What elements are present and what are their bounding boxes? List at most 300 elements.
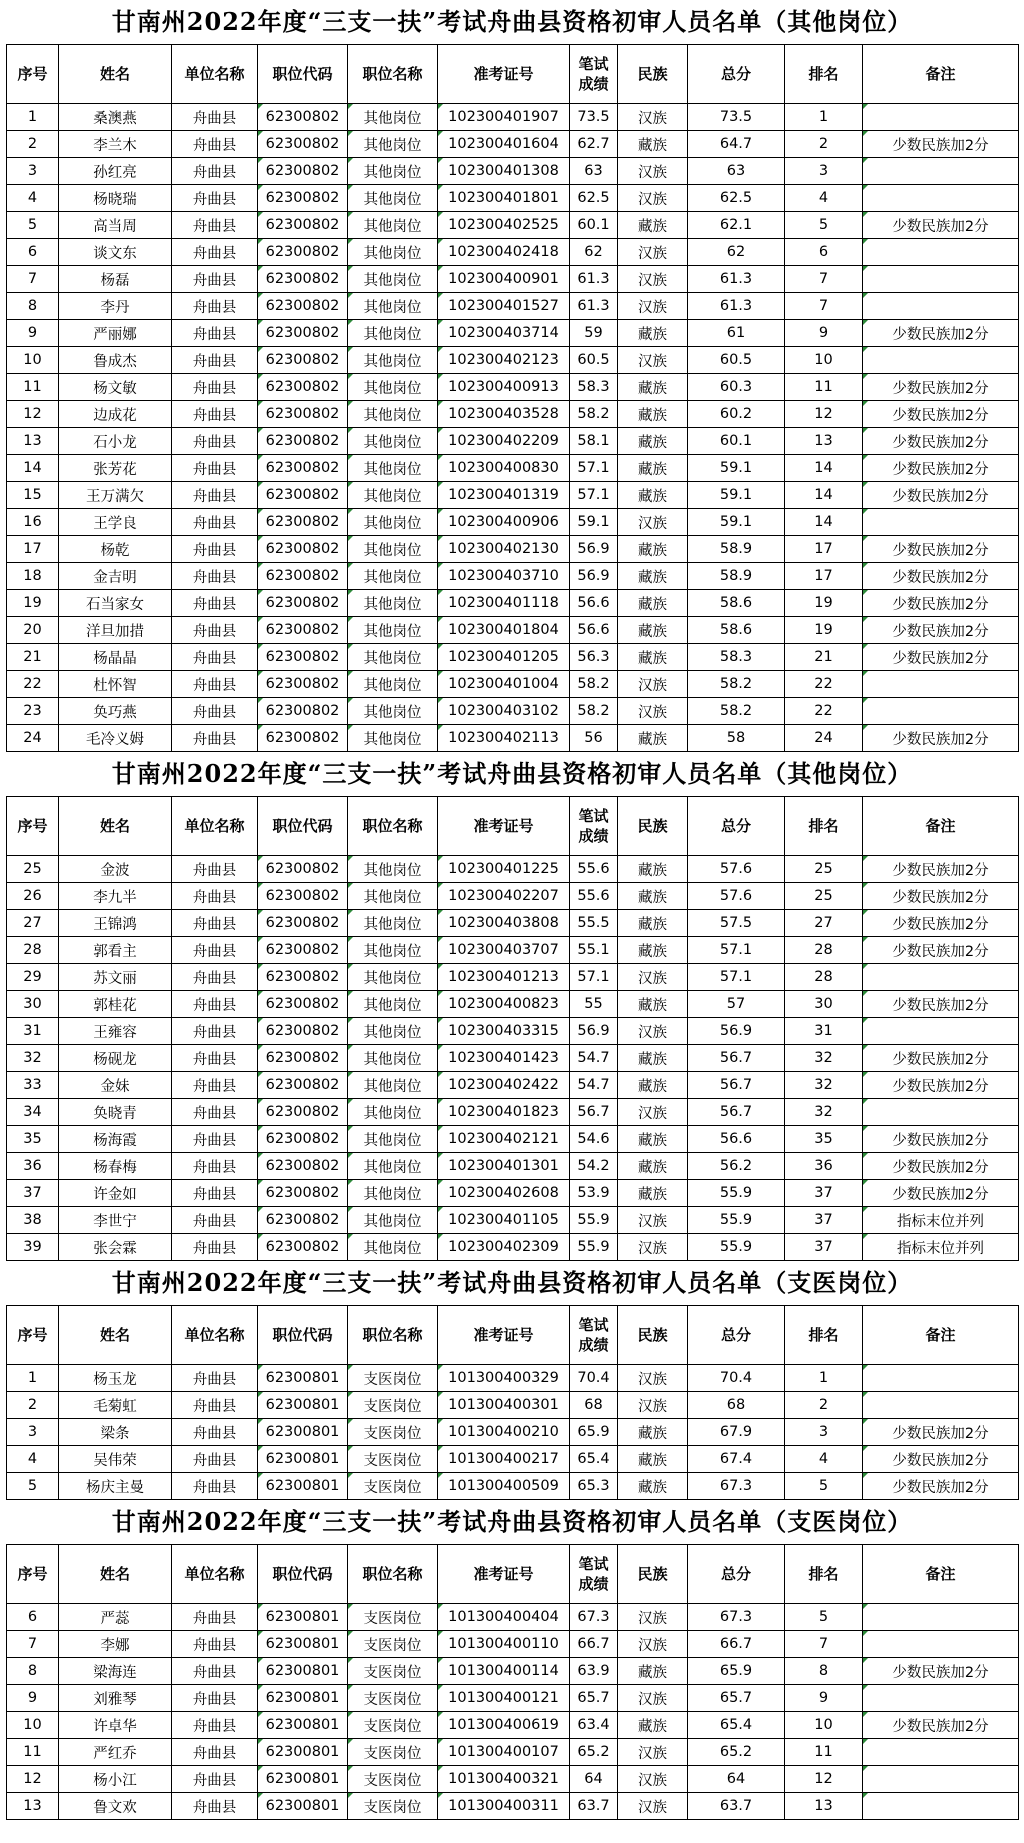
table-row <box>7 937 1019 964</box>
cell-ethnicity: 汉族 <box>618 671 688 698</box>
cell-total-score: 58 <box>688 725 785 752</box>
cell-rank: 28 <box>785 937 863 964</box>
cell-ethnicity: 藏族 <box>618 590 688 617</box>
cell-ticket-no: 102300401301 <box>438 1153 570 1180</box>
column-header-ticket-no: 准考证号 <box>438 1545 570 1604</box>
cell-post-code: 62300801 <box>258 1793 348 1820</box>
cell-post-code: 62300802 <box>258 964 348 991</box>
cell-total-score: 55.9 <box>688 1180 785 1207</box>
cell-total-score: 62 <box>688 239 785 266</box>
cell-unit: 舟曲县 <box>172 1207 258 1234</box>
cell-remark <box>863 185 1019 212</box>
table-row <box>7 1473 1019 1500</box>
cell-remark <box>863 1365 1019 1392</box>
cell-name: 杨磊 <box>59 266 172 293</box>
cell-remark <box>863 964 1019 991</box>
column-header-rank: 排名 <box>785 1545 863 1604</box>
table-row <box>7 1766 1019 1793</box>
cell-post-name: 其他岗位 <box>348 482 438 509</box>
cell-remark: 少数民族加2分 <box>863 131 1019 158</box>
cell-post-name: 其他岗位 <box>348 428 438 455</box>
cell-written-score: 65.7 <box>570 1685 618 1712</box>
cell-rank: 19 <box>785 590 863 617</box>
cell-name: 孙红亮 <box>59 158 172 185</box>
cell-remark: 少数民族加2分 <box>863 482 1019 509</box>
cell-rank: 3 <box>785 1419 863 1446</box>
cell-name: 鲁文欢 <box>59 1793 172 1820</box>
cell-ticket-no: 102300401527 <box>438 293 570 320</box>
table-row <box>7 131 1019 158</box>
cell-name: 杨玉龙 <box>59 1365 172 1392</box>
column-header-seq: 序号 <box>7 45 59 104</box>
cell-remark: 少数民族加2分 <box>863 320 1019 347</box>
cell-rank: 37 <box>785 1180 863 1207</box>
cell-unit: 舟曲县 <box>172 1631 258 1658</box>
table-row <box>7 1392 1019 1419</box>
cell-written-score: 59 <box>570 320 618 347</box>
cell-ethnicity: 汉族 <box>618 1631 688 1658</box>
cell-name: 奂巧燕 <box>59 698 172 725</box>
cell-remark: 少数民族加2分 <box>863 1126 1019 1153</box>
cell-name: 毛冷义姆 <box>59 725 172 752</box>
cell-post-name: 其他岗位 <box>348 671 438 698</box>
cell-written-score: 63.4 <box>570 1712 618 1739</box>
cell-total-score: 58.3 <box>688 644 785 671</box>
cell-written-score: 54.7 <box>570 1045 618 1072</box>
cell-rank: 10 <box>785 347 863 374</box>
cell-name: 杨乾 <box>59 536 172 563</box>
column-header-post-code: 职位代码 <box>258 1545 348 1604</box>
cell-post-name: 其他岗位 <box>348 1180 438 1207</box>
cell-ethnicity: 汉族 <box>618 104 688 131</box>
cell-remark: 少数民族加2分 <box>863 910 1019 937</box>
cell-seq: 21 <box>7 644 59 671</box>
cell-total-score: 56.7 <box>688 1045 785 1072</box>
cell-ethnicity: 藏族 <box>618 212 688 239</box>
cell-written-score: 58.2 <box>570 671 618 698</box>
cell-post-name: 支医岗位 <box>348 1739 438 1766</box>
table-row <box>7 185 1019 212</box>
table-row <box>7 509 1019 536</box>
cell-name: 奂晓青 <box>59 1099 172 1126</box>
column-header-total-score: 总分 <box>688 797 785 856</box>
cell-ticket-no: 102300403528 <box>438 401 570 428</box>
cell-ethnicity: 汉族 <box>618 1099 688 1126</box>
cell-total-score: 64 <box>688 1766 785 1793</box>
column-header-unit: 单位名称 <box>172 1545 258 1604</box>
cell-post-code: 62300802 <box>258 1234 348 1261</box>
cell-remark: 指标末位并列 <box>863 1207 1019 1234</box>
cell-ticket-no: 102300401423 <box>438 1045 570 1072</box>
table-row <box>7 1604 1019 1631</box>
cell-post-code: 62300801 <box>258 1739 348 1766</box>
column-header-post-name: 职位名称 <box>348 1545 438 1604</box>
cell-unit: 舟曲县 <box>172 910 258 937</box>
cell-ticket-no: 101300400110 <box>438 1631 570 1658</box>
cell-written-score: 55.6 <box>570 883 618 910</box>
cell-name: 刘雅琴 <box>59 1685 172 1712</box>
cell-written-score: 56.9 <box>570 563 618 590</box>
cell-seq: 29 <box>7 964 59 991</box>
cell-remark <box>863 293 1019 320</box>
cell-ethnicity: 藏族 <box>618 482 688 509</box>
cell-unit: 舟曲县 <box>172 1234 258 1261</box>
cell-remark: 少数民族加2分 <box>863 374 1019 401</box>
cell-rank: 7 <box>785 266 863 293</box>
cell-rank: 17 <box>785 563 863 590</box>
cell-rank: 32 <box>785 1099 863 1126</box>
table-row <box>7 1739 1019 1766</box>
table-row <box>7 320 1019 347</box>
cell-post-code: 62300802 <box>258 212 348 239</box>
cell-total-score: 60.5 <box>688 347 785 374</box>
cell-total-score: 58.2 <box>688 671 785 698</box>
table-row <box>7 347 1019 374</box>
cell-total-score: 65.9 <box>688 1658 785 1685</box>
cell-post-name: 其他岗位 <box>348 1099 438 1126</box>
cell-post-code: 62300802 <box>258 1099 348 1126</box>
cell-written-score: 67.3 <box>570 1604 618 1631</box>
cell-total-score: 61.3 <box>688 266 785 293</box>
cell-written-score: 68 <box>570 1392 618 1419</box>
cell-total-score: 56.6 <box>688 1126 785 1153</box>
cell-name: 杜怀智 <box>59 671 172 698</box>
cell-ticket-no: 102300401801 <box>438 185 570 212</box>
cell-seq: 1 <box>7 104 59 131</box>
column-header-rank: 排名 <box>785 1306 863 1365</box>
cell-name: 鲁成杰 <box>59 347 172 374</box>
cell-seq: 10 <box>7 347 59 374</box>
cell-rank: 24 <box>785 725 863 752</box>
cell-unit: 舟曲县 <box>172 482 258 509</box>
cell-name: 高当周 <box>59 212 172 239</box>
cell-name: 李丹 <box>59 293 172 320</box>
cell-written-score: 57.1 <box>570 455 618 482</box>
cell-ticket-no: 102300402113 <box>438 725 570 752</box>
table-row <box>7 1658 1019 1685</box>
cell-post-code: 62300802 <box>258 158 348 185</box>
cell-post-name: 支医岗位 <box>348 1793 438 1820</box>
cell-post-code: 62300801 <box>258 1685 348 1712</box>
cell-unit: 舟曲县 <box>172 1685 258 1712</box>
cell-post-name: 其他岗位 <box>348 320 438 347</box>
cell-ticket-no: 101300400619 <box>438 1712 570 1739</box>
cell-ticket-no: 102300402123 <box>438 347 570 374</box>
cell-seq: 17 <box>7 536 59 563</box>
cell-post-code: 62300802 <box>258 185 348 212</box>
cell-rank: 31 <box>785 1018 863 1045</box>
cell-post-code: 62300802 <box>258 455 348 482</box>
table-row <box>7 725 1019 752</box>
cell-seq: 30 <box>7 991 59 1018</box>
cell-seq: 3 <box>7 158 59 185</box>
cell-ticket-no: 102300401213 <box>438 964 570 991</box>
cell-unit: 舟曲县 <box>172 1126 258 1153</box>
cell-post-name: 其他岗位 <box>348 1126 438 1153</box>
cell-written-score: 55.6 <box>570 856 618 883</box>
cell-remark: 少数民族加2分 <box>863 883 1019 910</box>
cell-written-score: 55.9 <box>570 1207 618 1234</box>
cell-post-code: 62300801 <box>258 1658 348 1685</box>
cell-name: 苏文丽 <box>59 964 172 991</box>
cell-ticket-no: 102300402121 <box>438 1126 570 1153</box>
cell-remark: 少数民族加2分 <box>863 590 1019 617</box>
cell-remark: 少数民族加2分 <box>863 617 1019 644</box>
cell-unit: 舟曲县 <box>172 1446 258 1473</box>
cell-written-score: 55.9 <box>570 1234 618 1261</box>
column-header-unit: 单位名称 <box>172 45 258 104</box>
cell-total-score: 58.2 <box>688 698 785 725</box>
cell-unit: 舟曲县 <box>172 644 258 671</box>
cell-post-code: 62300802 <box>258 104 348 131</box>
cell-unit: 舟曲县 <box>172 671 258 698</box>
cell-total-score: 61.3 <box>688 293 785 320</box>
cell-rank: 14 <box>785 455 863 482</box>
table-row <box>7 617 1019 644</box>
cell-remark <box>863 347 1019 374</box>
cell-rank: 10 <box>785 1712 863 1739</box>
table-row <box>7 1099 1019 1126</box>
cell-remark <box>863 1766 1019 1793</box>
cell-remark: 少数民族加2分 <box>863 644 1019 671</box>
cell-unit: 舟曲县 <box>172 1419 258 1446</box>
cell-unit: 舟曲县 <box>172 131 258 158</box>
section-title: 甘南州2022年度“三支一扶”考试舟曲县资格初审人员名单（其他岗位） <box>111 7 913 36</box>
cell-name: 毛菊虹 <box>59 1392 172 1419</box>
column-header-seq: 序号 <box>7 1545 59 1604</box>
cell-ticket-no: 101300400107 <box>438 1739 570 1766</box>
cell-remark <box>863 1604 1019 1631</box>
column-header-total-score: 总分 <box>688 1306 785 1365</box>
cell-post-code: 62300802 <box>258 401 348 428</box>
cell-written-score: 58.2 <box>570 698 618 725</box>
cell-rank: 1 <box>785 1365 863 1392</box>
cell-post-code: 62300802 <box>258 320 348 347</box>
cell-total-score: 60.2 <box>688 401 785 428</box>
cell-name: 梁条 <box>59 1419 172 1446</box>
cell-rank: 2 <box>785 131 863 158</box>
cell-rank: 8 <box>785 1658 863 1685</box>
cell-ethnicity: 藏族 <box>618 725 688 752</box>
cell-name: 李世宁 <box>59 1207 172 1234</box>
cell-total-score: 60.1 <box>688 428 785 455</box>
cell-written-score: 63 <box>570 158 618 185</box>
cell-name: 吴伟荣 <box>59 1446 172 1473</box>
section-title: 甘南州2022年度“三支一扶”考试舟曲县资格初审人员名单（支医岗位） <box>111 1268 913 1297</box>
cell-ticket-no: 102300401604 <box>438 131 570 158</box>
cell-post-name: 支医岗位 <box>348 1631 438 1658</box>
cell-ticket-no: 102300403808 <box>438 910 570 937</box>
table-row <box>7 590 1019 617</box>
table-row <box>7 401 1019 428</box>
cell-unit: 舟曲县 <box>172 266 258 293</box>
cell-written-score: 65.3 <box>570 1473 618 1500</box>
cell-unit: 舟曲县 <box>172 401 258 428</box>
cell-post-name: 支医岗位 <box>348 1365 438 1392</box>
column-header-unit: 单位名称 <box>172 1306 258 1365</box>
cell-rank: 4 <box>785 1446 863 1473</box>
cell-remark: 少数民族加2分 <box>863 991 1019 1018</box>
table-row <box>7 856 1019 883</box>
cell-written-score: 55.5 <box>570 910 618 937</box>
cell-name: 严蕊 <box>59 1604 172 1631</box>
cell-ethnicity: 汉族 <box>618 185 688 212</box>
cell-seq: 13 <box>7 428 59 455</box>
cell-total-score: 59.1 <box>688 482 785 509</box>
cell-written-score: 63.9 <box>570 1658 618 1685</box>
cell-remark <box>863 698 1019 725</box>
column-header-ticket-no: 准考证号 <box>438 797 570 856</box>
cell-written-score: 56.9 <box>570 536 618 563</box>
column-header-rank: 排名 <box>785 797 863 856</box>
cell-seq: 39 <box>7 1234 59 1261</box>
table-row <box>7 883 1019 910</box>
cell-seq: 26 <box>7 883 59 910</box>
cell-rank: 32 <box>785 1045 863 1072</box>
column-header-written-score: 笔试 成绩 <box>570 45 618 104</box>
cell-post-name: 支医岗位 <box>348 1392 438 1419</box>
cell-total-score: 61 <box>688 320 785 347</box>
cell-written-score: 56.3 <box>570 644 618 671</box>
cell-written-score: 65.2 <box>570 1739 618 1766</box>
cell-name: 王万满欠 <box>59 482 172 509</box>
cell-post-name: 其他岗位 <box>348 1072 438 1099</box>
cell-unit: 舟曲县 <box>172 320 258 347</box>
cell-ethnicity: 汉族 <box>618 1207 688 1234</box>
cell-post-name: 支医岗位 <box>348 1446 438 1473</box>
cell-ethnicity: 汉族 <box>618 293 688 320</box>
cell-unit: 舟曲县 <box>172 239 258 266</box>
cell-ethnicity: 汉族 <box>618 239 688 266</box>
cell-ethnicity: 汉族 <box>618 1793 688 1820</box>
cell-post-name: 其他岗位 <box>348 536 438 563</box>
column-header-seq: 序号 <box>7 797 59 856</box>
roster-table <box>6 1544 1019 1820</box>
column-header-ethnicity: 民族 <box>618 1306 688 1365</box>
cell-rank: 5 <box>785 1604 863 1631</box>
table-row <box>7 563 1019 590</box>
cell-ethnicity: 藏族 <box>618 1045 688 1072</box>
cell-name: 杨文敏 <box>59 374 172 401</box>
cell-post-name: 其他岗位 <box>348 185 438 212</box>
cell-ticket-no: 102300401105 <box>438 1207 570 1234</box>
cell-ethnicity: 藏族 <box>618 883 688 910</box>
cell-ticket-no: 102300402309 <box>438 1234 570 1261</box>
cell-remark <box>863 671 1019 698</box>
cell-unit: 舟曲县 <box>172 1604 258 1631</box>
table-row <box>7 1234 1019 1261</box>
table-row <box>7 1685 1019 1712</box>
cell-written-score: 58.2 <box>570 401 618 428</box>
table-row <box>7 1446 1019 1473</box>
cell-rank: 35 <box>785 1126 863 1153</box>
cell-remark <box>863 266 1019 293</box>
cell-remark: 少数民族加2分 <box>863 1473 1019 1500</box>
cell-seq: 3 <box>7 1419 59 1446</box>
cell-name: 桑澳燕 <box>59 104 172 131</box>
cell-ethnicity: 藏族 <box>618 1419 688 1446</box>
cell-post-code: 62300801 <box>258 1419 348 1446</box>
cell-total-score: 57.1 <box>688 937 785 964</box>
cell-post-code: 62300802 <box>258 1153 348 1180</box>
cell-unit: 舟曲县 <box>172 536 258 563</box>
cell-unit: 舟曲县 <box>172 347 258 374</box>
cell-remark: 少数民族加2分 <box>863 937 1019 964</box>
cell-post-code: 62300802 <box>258 239 348 266</box>
cell-name: 严丽娜 <box>59 320 172 347</box>
cell-name: 张芳花 <box>59 455 172 482</box>
cell-remark <box>863 104 1019 131</box>
cell-seq: 14 <box>7 455 59 482</box>
table-row <box>7 1153 1019 1180</box>
cell-unit: 舟曲县 <box>172 1045 258 1072</box>
roster-table <box>6 44 1019 752</box>
table-row <box>7 104 1019 131</box>
cell-seq: 6 <box>7 1604 59 1631</box>
cell-name: 杨砚龙 <box>59 1045 172 1072</box>
cell-ethnicity: 汉族 <box>618 509 688 536</box>
cell-post-code: 62300801 <box>258 1446 348 1473</box>
cell-unit: 舟曲县 <box>172 563 258 590</box>
cell-seq: 37 <box>7 1180 59 1207</box>
cell-remark: 少数民族加2分 <box>863 1153 1019 1180</box>
cell-written-score: 56 <box>570 725 618 752</box>
cell-seq: 18 <box>7 563 59 590</box>
cell-rank: 36 <box>785 1153 863 1180</box>
cell-written-score: 65.9 <box>570 1419 618 1446</box>
cell-remark <box>863 1739 1019 1766</box>
cell-post-code: 62300802 <box>258 590 348 617</box>
cell-rank: 30 <box>785 991 863 1018</box>
cell-post-code: 62300802 <box>258 374 348 401</box>
cell-total-score: 57.6 <box>688 883 785 910</box>
cell-remark <box>863 1099 1019 1126</box>
cell-written-score: 56.9 <box>570 1018 618 1045</box>
cell-ticket-no: 102300403102 <box>438 698 570 725</box>
cell-post-name: 其他岗位 <box>348 991 438 1018</box>
cell-ethnicity: 汉族 <box>618 1018 688 1045</box>
table-row <box>7 671 1019 698</box>
cell-unit: 舟曲县 <box>172 1473 258 1500</box>
table-row <box>7 1126 1019 1153</box>
cell-post-code: 62300801 <box>258 1392 348 1419</box>
section-title: 甘南州2022年度“三支一扶”考试舟曲县资格初审人员名单（其他岗位） <box>111 759 913 788</box>
column-header-post-code: 职位代码 <box>258 797 348 856</box>
cell-name: 金波 <box>59 856 172 883</box>
cell-seq: 9 <box>7 320 59 347</box>
cell-unit: 舟曲县 <box>172 725 258 752</box>
cell-post-name: 其他岗位 <box>348 964 438 991</box>
cell-rank: 22 <box>785 671 863 698</box>
section-title: 甘南州2022年度“三支一扶”考试舟曲县资格初审人员名单（支医岗位） <box>111 1507 913 1536</box>
cell-name: 洋旦加措 <box>59 617 172 644</box>
cell-post-code: 62300802 <box>258 347 348 374</box>
cell-unit: 舟曲县 <box>172 1392 258 1419</box>
cell-seq: 8 <box>7 293 59 320</box>
cell-total-score: 67.9 <box>688 1419 785 1446</box>
cell-seq: 16 <box>7 509 59 536</box>
cell-written-score: 60.5 <box>570 347 618 374</box>
cell-unit: 舟曲县 <box>172 428 258 455</box>
column-header-written-score: 笔试 成绩 <box>570 1545 618 1604</box>
cell-rank: 11 <box>785 1739 863 1766</box>
table-row <box>7 158 1019 185</box>
cell-ticket-no: 102300402209 <box>438 428 570 455</box>
header-row <box>7 45 1019 104</box>
cell-remark <box>863 1631 1019 1658</box>
cell-post-name: 其他岗位 <box>348 131 438 158</box>
cell-rank: 27 <box>785 910 863 937</box>
